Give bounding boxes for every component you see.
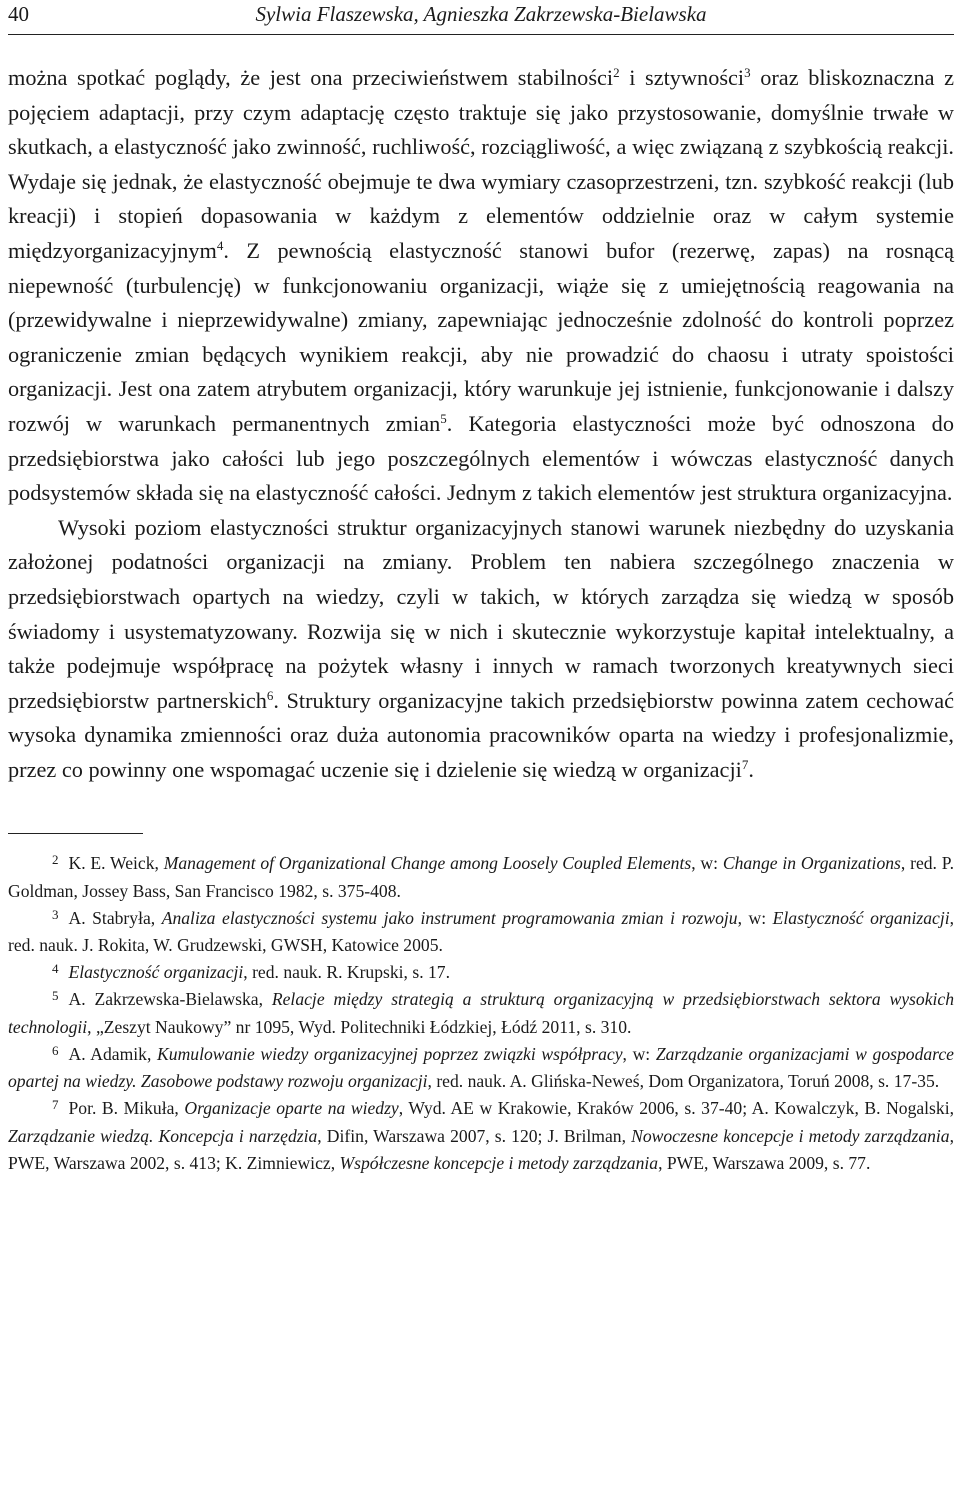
footnote-ref: 7 <box>741 756 749 772</box>
footnote-text: , „Zeszyt Naukowy” nr 1095, Wyd. Politechniki Łódzkiej, Łódź 2011, s. 310. <box>87 1016 632 1037</box>
paragraph-1 <box>8 61 954 511</box>
paragraph-text: oraz bliskoznaczna z pojęciem adaptacji, przy czym adaptację często traktuje się jako przystosowanie, domyślnie trwałe w skutkach, a elastyczność jako zwinność, ruchliwość, rozciągliwość, a więc związaną z szybkością reakcji. Wydaje się jednak, że elastyczność obejmuje te dwa wymiary czasoprzestrzeni, tzn. szybkość reakcji (lub kreacji) i stopień dopasowania w każdym z elementów oddzielnie oraz w całym systemie międzyorganizacyjnym <box>8 65 954 263</box>
footnote-title: Zarządzanie organizacjami w gospodarce opartej na wiedzy. Zasobowe podstawy rozwoju organizacji <box>8 1043 954 1092</box>
footnote-text: A. Stabryła, <box>68 907 162 928</box>
paragraph-text: . <box>748 756 754 782</box>
footnote-text: , red. P. Goldman, Jossey Bass, San Francisco 1982, s. 375-408. <box>8 853 954 901</box>
footnote-text: K. E. Weick, <box>68 853 164 874</box>
footnote-number: 7 <box>52 1097 59 1113</box>
footnote-ref: 5 <box>440 410 447 426</box>
document-page <box>8 0 954 1177</box>
footnote-title: Organizacje oparte na wiedzy <box>184 1098 399 1119</box>
footnote-title: Management of Organizational Change among Loosely Coupled Elements <box>163 853 692 874</box>
footnote-text: , red. nauk. R. Krupski, s. 17. <box>243 962 450 983</box>
footnote-ref: 4 <box>216 237 224 253</box>
footnote-ref: 6 <box>266 687 274 703</box>
footnote-title: Elastyczność organizacji <box>772 907 950 928</box>
page-number: 40 <box>8 2 29 26</box>
footnote-ref: 2 <box>613 65 620 80</box>
footnote-text: , red. nauk. J. Rokita, W. Grudzewski, GWSH, Katowice 2005. <box>8 907 954 956</box>
footnote-text: A. Adamik, <box>68 1043 158 1064</box>
footnote-text: Por. B. Mikuła, <box>68 1098 185 1119</box>
running-header <box>8 0 954 35</box>
paragraph-text: . Z pewnością elastyczność stanowi bufor (rezerwę, zapas) na rosnącą niepewność (turbulencję) w funkcjonowaniu organizacji, wiąże się z umiejętnością reagowania na (przewidywalne i nieprzewidywalne) zmiany, zapewniając jednocześnie zdolność do kontroli poprzez ograniczenie zmian będących wynikiem reakcji, aby nie prowadzić do chaosu i utraty spoistości organizacji. Jest ona zatem atrybutem organizacji, który warunkuje jej istnienie, funkcjonowanie i dalszy rozwój w warunkach permanentnych zmian <box>8 237 954 436</box>
footnote-5 <box>8 986 954 1040</box>
footnote-text: , Difin, Warszawa 2007, s. 120; J. Brilman, <box>317 1125 632 1146</box>
footnote-text: , w: <box>622 1043 656 1064</box>
paragraph-text: . Struktury organizacyjne takich przedsiębiorstw powinna zatem cechować wysoka dynamika zmienności oraz duża autonomia pracowników oparta na wiedzy i profesjonalizmie, przez co powinny one wspomagać uczenie się i dzielenie się wiedzą w organizacji <box>8 687 954 782</box>
footnote-number: 2 <box>52 852 59 868</box>
footnotes <box>8 850 954 1176</box>
running-title: Sylwia Flaszewska, Agnieszka Zakrzewska-Bielawska <box>255 2 707 26</box>
footnote-title: Analiza elastyczności systemu jako instrument programowania zmian i rozwoju <box>161 907 738 928</box>
footnote-title: Zarządzanie wiedzą. Koncepcja i narzędzia <box>8 1125 318 1146</box>
footnote-3 <box>8 905 954 959</box>
footnote-number: 3 <box>52 906 59 922</box>
footnote-separator <box>8 833 143 834</box>
footnote-text: , PWE, Warszawa 2009, s. 77. <box>658 1152 871 1173</box>
footnote-title: Kumulowanie wiedzy organizacyjnej poprzez związki współpracy <box>157 1043 623 1064</box>
body-text <box>8 61 954 787</box>
paragraph-text: Wysoki poziom elastyczności struktur organizacyjnych stanowi warunek niezbędny do uzyskania założonej podatności organizacji na zmiany. Problem ten nabiera szczególnego znaczenia w przedsiębiorstwach opartych na wiedzy, czyli w takich, w których zarządza się wiedzą w sposób świadomy i usystematyzowany. Rozwija się w nich i skutecznie wykorzystuje kapitał intelektualny, a także podejmuje współpracę na pożytek własny i innych w ramach tworzonych kreatywnych sieci przedsiębiorstw partnerskich <box>8 514 954 713</box>
footnote-number: 6 <box>52 1042 59 1058</box>
footnote-title: Współczesne koncepcje i metody zarządzania <box>339 1152 659 1173</box>
footnote-7 <box>8 1095 954 1177</box>
footnote-title: Elastyczność organizacji <box>68 962 244 983</box>
footnote-number: 5 <box>52 988 59 1004</box>
footnote-number: 4 <box>52 961 59 977</box>
paragraph-text: można spotkać poglądy, że jest ona przeciwieństwem stabilności <box>8 65 614 90</box>
footnote-4 <box>8 959 954 986</box>
footnote-ref: 3 <box>744 65 751 80</box>
footnote-text: , w: <box>691 853 723 874</box>
paragraph-2 <box>8 511 954 788</box>
footnote-title: Nowoczesne koncepcje i metody zarządzania <box>631 1125 950 1146</box>
footnote-6 <box>8 1041 954 1095</box>
footnote-text: , w: <box>737 907 773 928</box>
footnote-text: A. Zakrzewska-Bielawska, <box>68 989 272 1010</box>
footnote-text: , red. nauk. A. Glińska-Neweś, Dom Organizatora, Toruń 2008, s. 17-35. <box>427 1071 940 1092</box>
paragraph-text: i sztywności <box>619 65 745 90</box>
footnote-text: , PWE, Warszawa 2002, s. 413; K. Zimniewicz, <box>8 1125 955 1173</box>
footnote-title: Relacje między strategią a strukturą organizacyjną w przedsiębiorstwach sektora wysokich technologii <box>8 989 954 1037</box>
footnote-title: Change in Organizations <box>722 853 901 874</box>
paragraph-text: . Kategoria elastyczności może być odnoszona do przedsiębiorstwa jako całości lub jego poszczególnych elementów i wówczas elastyczność danych podsystemów składa się na elastyczność całości. Jednym z takich elementów jest struktura organizacyjna. <box>8 410 954 506</box>
footnote-2 <box>8 850 954 904</box>
footnote-text: , Wyd. AE w Krakowie, Kraków 2006, s. 37-40; A. Kowalczyk, B. Nogalski, <box>398 1098 954 1119</box>
